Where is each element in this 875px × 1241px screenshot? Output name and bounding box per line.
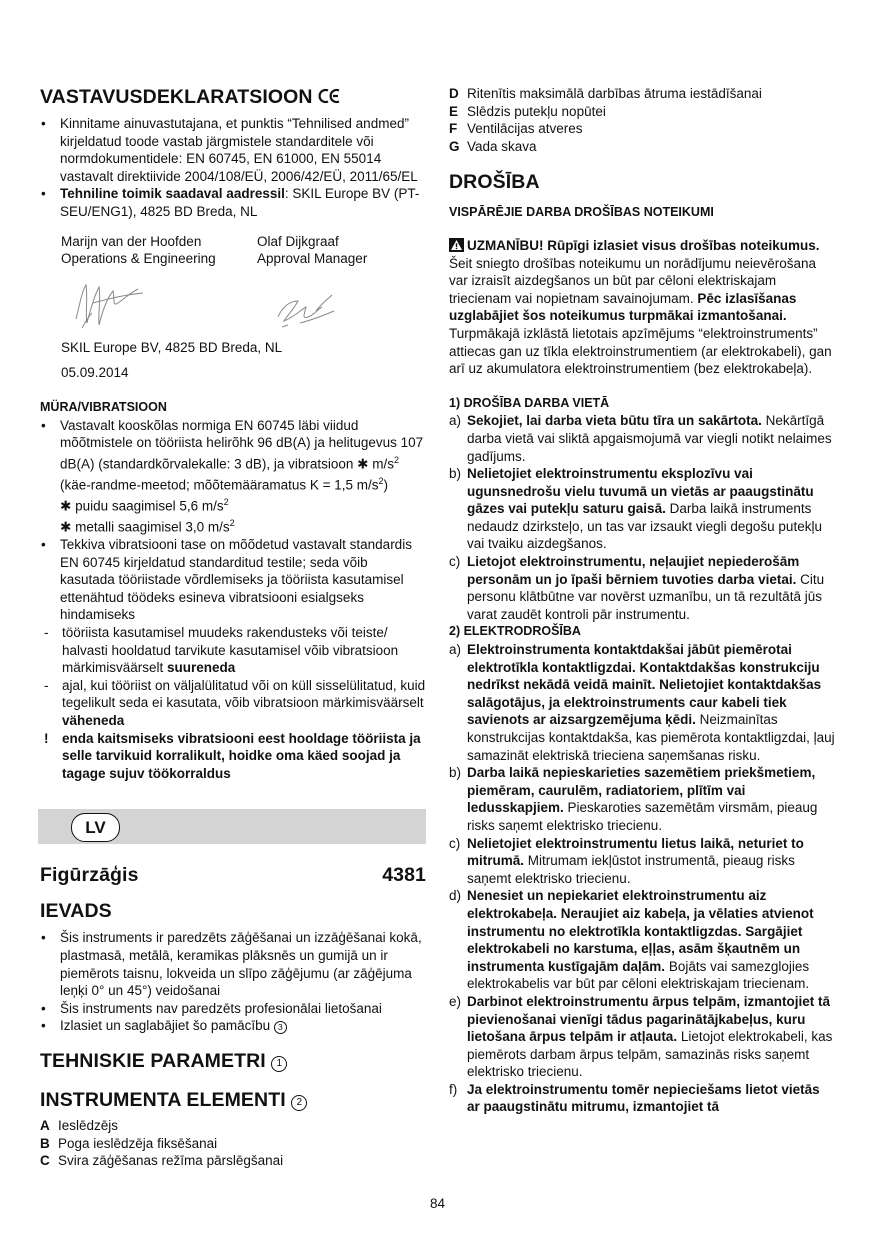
ce-mark-icon xyxy=(318,88,342,104)
figure-ref-icon: 2 xyxy=(291,1095,307,1111)
intro-bullet xyxy=(40,1000,426,1018)
item-key: a) xyxy=(449,642,462,658)
left-column xyxy=(40,82,426,1170)
noise-sup-2: 2 xyxy=(378,475,384,486)
noise-dash-item xyxy=(40,624,426,677)
signatories xyxy=(40,233,426,268)
item-text: Nekārtīgā darba vietā vai sliktā apgaismojumā var viegli notikt nelaimes gadījums. xyxy=(467,413,832,464)
safety-item xyxy=(449,835,835,888)
element-item xyxy=(449,138,835,156)
item-key: a) xyxy=(449,413,462,429)
element-item xyxy=(449,103,835,121)
declaration-title-text: VASTAVUSDEKLARATSIOON xyxy=(40,86,313,108)
item-key: b) xyxy=(449,765,462,781)
item-text: Bojāts vai samezglojies elektrokabelis var būt par cēloni elektriskajam triecienam. xyxy=(467,958,810,992)
element-key: G xyxy=(449,138,460,154)
declaration-bullet xyxy=(40,115,426,185)
warning-paragraph xyxy=(449,237,835,378)
item-bold: Ja elektroinstrumentu tomēr nepieciešams lietot vietās ar paaugstinātu mitrumu, izmantojiet tā xyxy=(467,1081,820,1115)
intro-text: Izlasiet un saglabājiet šo pamācību xyxy=(60,1018,271,1034)
language-badge: LV xyxy=(71,813,120,842)
item-bold: Elektroinstrumenta kontaktdakšai jābūt piemērotai elektrotīkla kontaktligzdai. Kontaktdakšas konstrukciju nedrīkst nekādā veidā mainīt. Nelietojiet kontaktdakšas salāgotājus, ja elektroinstruments caur kabeli tiek savienots ar aizsargzemējuma ķēdi. xyxy=(467,642,822,728)
intro-text: Šis instruments ir paredzēts zāģēšanai un izzāģēšanai kokā, plastmasā, metālā, keramikas plāksnēs un gumijā un ir piemērots taisnu, lokveida un slīpo zāģējumu (ar zāģējuma leņķi 0° un 45°) veidošanai xyxy=(60,930,422,999)
noise-exclamation-item xyxy=(40,730,426,783)
figure-ref-icon: 1 xyxy=(271,1056,287,1072)
element-key: D xyxy=(449,86,459,101)
item-text: Neizmainītas konstrukcijas kontaktdakša, kas piemērota kontaktligzdai, ļauj samazināt elektriskā trieciena saņemšanas risku. xyxy=(467,712,835,763)
declaration-title xyxy=(40,85,426,109)
exclamation-text: enda kaitsmiseks vibratsiooni eest hooldage tööriista ja selle tarvikuid korralikult, hoidke oma käed soojad ja tagage sujuv töökorraldus xyxy=(62,730,421,781)
intro-text: Šis instruments nav paredzēts profesionālai lietošanai xyxy=(60,1000,382,1016)
intro-bullet xyxy=(40,1017,426,1035)
element-text: Slēdzis putekļu nopūtei xyxy=(467,103,606,119)
item-text: Darba laikā instruments nedaudz dzirksteļo, un tas var izsaukt viegli degošu putekļu vai tvaiku aizdegšanos. xyxy=(467,501,822,552)
tech-file-address: : SKIL Europe BV (PT-SEU/ENG1), 4825 BD Breda, NL xyxy=(60,186,420,219)
declaration-text: Kinnitame ainuvastutajana, et punktis “Tehnilised andmed” kirjeldatud toode vastab järgmistele standarditele või normdokumentidele: EN 60745, EN 61000, EN 55014 vastavalt direktiivide 2004/108/EÜ, 2006/42/EÜ, 2011/65/EL xyxy=(60,116,418,184)
dash-text: tööriista kasutamisel muudeks rakendusteks või teiste/ halvasti hooldatud tarvikute kasutamisel võib vibratsioon märkimisväärselt xyxy=(62,625,399,676)
specs-title-text: TEHNISKIE PARAMETRI xyxy=(40,1049,266,1072)
right-column xyxy=(449,85,835,1116)
intro-title: IEVADS xyxy=(40,900,112,923)
safety-item xyxy=(449,764,835,834)
element-key: E xyxy=(449,103,459,119)
dash-text: ajal, kui tööriist on väljalülitatud või on küll sisselülitatud, kuid tegelikult seda ei kasutata, võib vibratsioon märkimisväärselt xyxy=(62,677,426,711)
noise-text: Tekkiva vibratsiooni tase on mõõdetud vastavalt standardis EN 60745 kirjeldatud standarditud testile; seda võib kasutada tööriistade võrdlemiseks ja tööriista kasutamisel ettenähtud töödeks esineva vibratsiooni esialgseks hindamiseks xyxy=(60,537,412,623)
noise-text: Vastavalt kooskõlas normiga EN 60745 läbi viidud mõõtmistele on tööriista helirõhk 96 dB(A) ja helitugevus 107 dB(A) (standardkõrvalekalle: 3 dB), ja vibratsioon ✱ m/s xyxy=(60,417,424,472)
exclamation-icon: ! xyxy=(44,730,49,746)
dash-bold: suureneda xyxy=(167,660,236,676)
item-text: Pieskaroties sazemētām virsmām, pieaug risks saņemt elektrisko triecienu. xyxy=(467,800,818,833)
element-item xyxy=(40,1135,426,1153)
safety-title: DROŠĪBA xyxy=(449,171,540,194)
element-item xyxy=(449,120,835,138)
item-key: d) xyxy=(449,888,462,904)
product-header xyxy=(40,863,426,887)
element-text: Ventilācijas atveres xyxy=(467,121,583,137)
element-item xyxy=(449,85,835,103)
dash-bold: väheneda xyxy=(62,713,125,729)
item-key: f) xyxy=(449,1081,458,1097)
element-item xyxy=(40,1117,426,1135)
signature-1 xyxy=(68,273,148,333)
safety-item xyxy=(449,993,835,1081)
element-text: Ieslēdzējs xyxy=(58,1117,119,1133)
item-bold: Lietojot elektroinstrumentu, neļaujiet nepiederošām personām un jo īpaši bērniem tuvoties darba vietai. xyxy=(467,554,800,587)
item-key: b) xyxy=(449,466,462,482)
intro-bullet xyxy=(40,929,426,999)
warning-text: Šeit sniegto drošības noteikumu un norādījumu neievērošana var izraisīt aizdegšanos un būt par cēloni elektriskajam triecienam vai nopietnam savainojumam. xyxy=(449,255,816,306)
vibration-sup: 2 xyxy=(223,496,229,507)
asterisk-icon: ✱ xyxy=(60,498,72,514)
noise-sup: 2 xyxy=(393,454,399,465)
elements-title xyxy=(40,1088,426,1112)
noise-text-3: ) xyxy=(383,477,389,493)
item-bold: Darbinot elektroinstrumentu ārpus telpām, izmantojiet tā pievienošanai vienīgi tādus pagarinātājkabeļus, kuru lietošana ārpus telpām ir atļauta. xyxy=(467,993,831,1045)
item-bold: Sekojiet, lai darba vieta būtu tīra un sakārtota. xyxy=(467,413,762,429)
signer1-name: Marijn van der Hoofden xyxy=(61,233,202,249)
noise-bullet xyxy=(40,417,426,537)
item-bold: Nenesiet un nepiekariet elektroinstrumentu aiz elektrokabeļa. Neraujiet aiz kabeļa, ja vēlaties atvienot instrumentu no elektrotīkla kontaktligzdas. Sargājiet elektrokabeli no karstuma, eļļas, asām šķautnēm un instrumenta kustīgajām daļām. xyxy=(467,888,814,974)
general-safety-heading: VISPĀRĒJIE DARBA DROŠĪBAS NOTEIKUMI xyxy=(449,205,714,220)
figure-ref-icon: 3 xyxy=(274,1021,287,1034)
product-name: Figūrzāģis xyxy=(40,864,139,887)
section1-heading: 1) DROŠĪBA DARBA VIETĀ xyxy=(449,395,610,410)
safety-item xyxy=(449,1081,835,1116)
signer2-title: Approval Manager xyxy=(257,251,368,267)
declaration-date: 05.09.2014 xyxy=(61,365,129,381)
item-key: c) xyxy=(449,835,461,851)
section2-heading: 2) ELEKTRODROŠĪBA xyxy=(449,624,581,639)
elements-title-text: INSTRUMENTA ELEMENTI xyxy=(40,1088,286,1111)
company-address: SKIL Europe BV, 4825 BD Breda, NL xyxy=(61,339,283,355)
vibration-sup: 2 xyxy=(229,518,235,528)
element-key: A xyxy=(40,1117,50,1133)
signatures xyxy=(40,271,426,337)
element-text: Poga ieslēdzēja fiksēšanai xyxy=(58,1135,218,1151)
element-item xyxy=(40,1152,426,1170)
warning-icon xyxy=(449,238,464,252)
element-key: B xyxy=(40,1135,50,1151)
noise-bullet xyxy=(40,536,426,624)
page-number: 84 xyxy=(429,1196,446,1211)
element-key: C xyxy=(40,1153,50,1169)
element-text: Vada skava xyxy=(467,138,537,154)
noise-dash-item xyxy=(40,677,426,730)
safety-item xyxy=(449,887,835,993)
vibration-wood-text: puidu saagimisel 5,6 m/s xyxy=(75,498,224,514)
vibration-value-metal xyxy=(60,515,426,536)
safety-item xyxy=(449,641,835,764)
item-bold: Darba laikā nepieskarieties sazemētiem priekšmetiem, piemēram, caurulēm, radiatoriem, plītīm vai ledusskapjiem. xyxy=(467,765,816,816)
signature-2 xyxy=(272,287,342,331)
item-bold: Nelietojiet elektroinstrumentu lietus laikā, neturiet to mitrumā. xyxy=(467,835,804,869)
noise-heading: MÜRA/VIBRATSIOON xyxy=(40,399,167,414)
dash-mark: - xyxy=(44,625,49,641)
warning-bold-2: Pēc izlasīšanas uzglabājiet šos noteikumus turpmākai izmantošanai. xyxy=(449,290,797,324)
item-text: Citu personu klātbūtne var novērst uzmanību, un tā rezultātā jūs varat zaudēt kontroli pār instrumentu. xyxy=(467,571,825,622)
item-key: c) xyxy=(449,554,461,570)
declaration-bullet xyxy=(40,185,426,220)
element-text: Ritenītis maksimālā darbības ātruma iestādīšanai xyxy=(467,86,762,101)
element-text: Svira zāģēšanas režīma pārslēgšanai xyxy=(58,1153,284,1169)
tech-file-label: Tehniline toimik saadaval aadressil xyxy=(60,186,285,202)
warning-bold: UZMANĪBU! Rūpīgi izlasiet visus drošības noteikumus. xyxy=(467,237,820,253)
item-key: e) xyxy=(449,993,462,1009)
safety-item xyxy=(449,412,835,465)
item-text: Mitrumam iekļūstot instrumentā, pieaug risks saņemt elektrisko triecienu. xyxy=(467,853,795,886)
item-text: Lietojot elektrokabeli, kas piemērots darbam ārpus telpām, samazinās risks saņemt elektrisko triecienu. xyxy=(467,1029,833,1080)
noise-text-2: (käe-randme-meetod; mõõtemääramatus K = 1,5 m/s xyxy=(60,477,379,493)
safety-item xyxy=(449,465,835,553)
specs-title xyxy=(40,1049,426,1073)
language-bar xyxy=(38,809,426,844)
signer1-title: Operations & Engineering xyxy=(61,251,216,267)
signer2-name: Olaf Dijkgraaf xyxy=(257,233,339,249)
safety-item xyxy=(449,553,835,623)
vibration-metal-text: metalli saagimisel 3,0 m/s xyxy=(75,519,230,535)
element-key: F xyxy=(449,121,458,137)
dash-mark: - xyxy=(44,677,49,693)
vibration-value-wood xyxy=(60,494,426,515)
model-number: 4381 xyxy=(382,864,426,887)
item-bold: Nelietojiet elektroinstrumentu eksplozīvu vai ugunsnedrošu vielu tuvumā un vietās ar paaugstinātu gāzes vai putekļu saturu gaisā. xyxy=(467,466,814,517)
asterisk-icon: ✱ xyxy=(60,519,72,535)
warning-text-2: Turpmākajā izklāstā lietotais apzīmējums “elektroinstruments” attiecas gan uz tīkla elektroinstrumentiem (ar elektrokabeli), gan arī uz akumulatora elektroinstrumentiem (bez elektrokabeļa). xyxy=(449,325,832,377)
